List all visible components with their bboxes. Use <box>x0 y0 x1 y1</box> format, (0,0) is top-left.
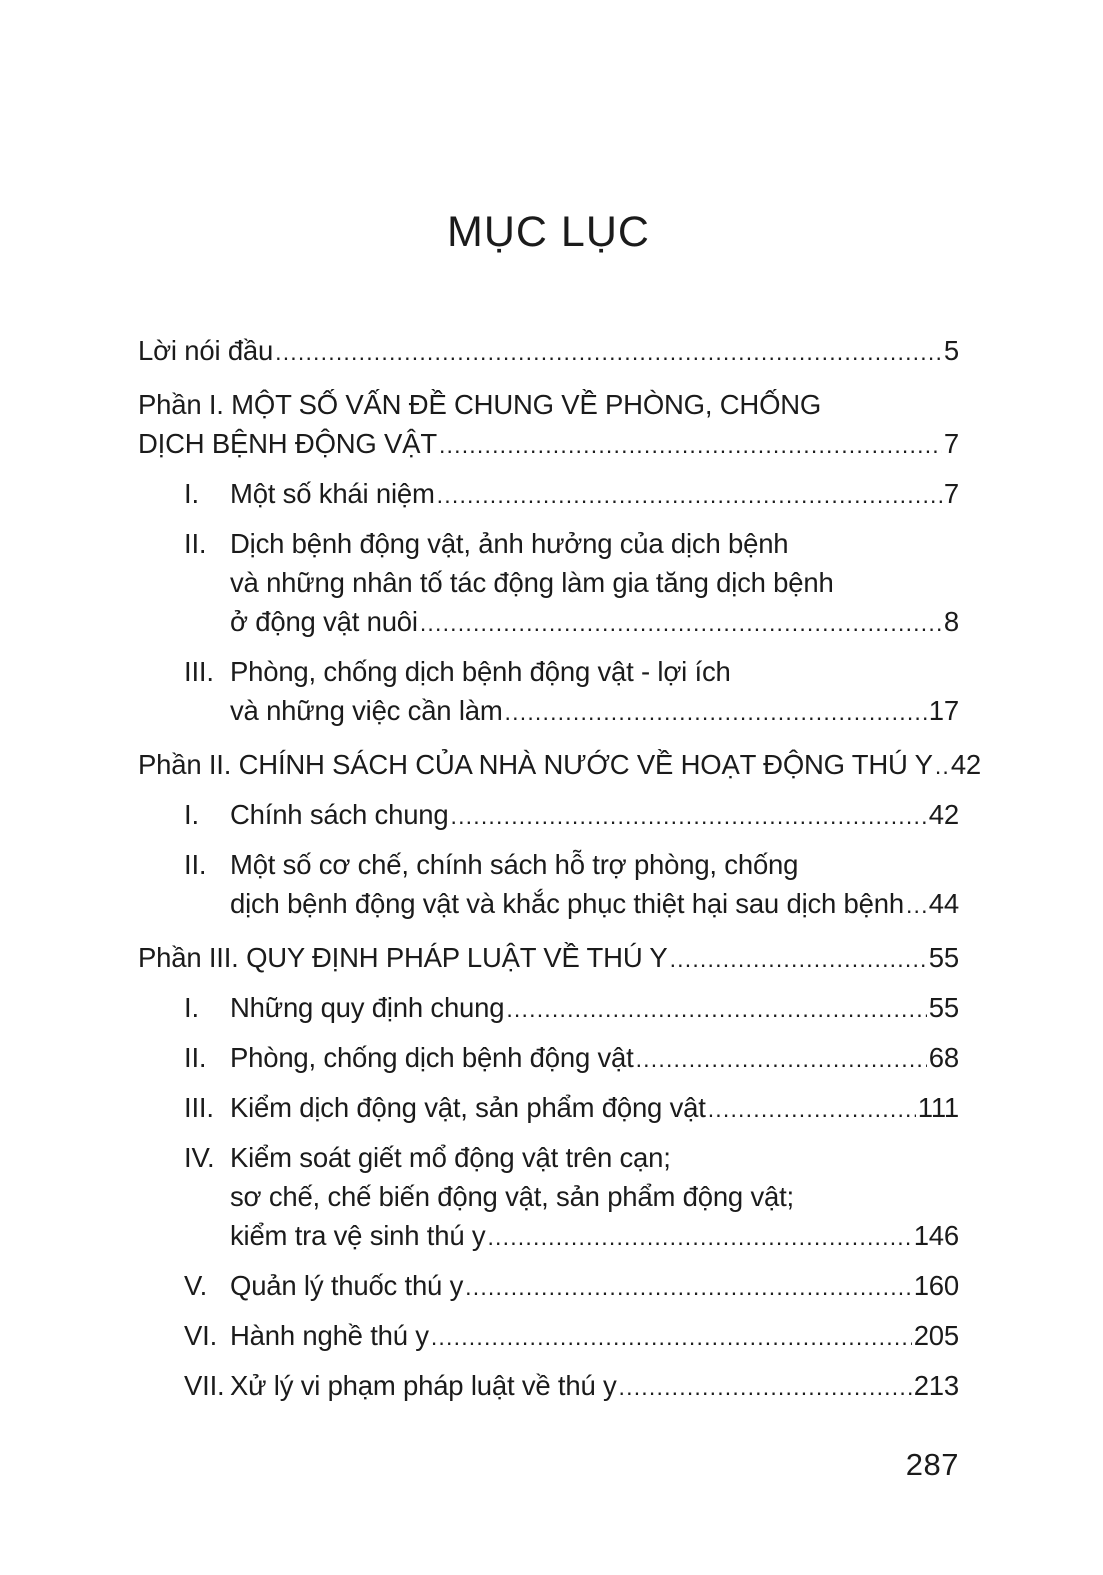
toc-entry-text: Phòng, chống dịch bệnh động vật <box>230 1042 634 1073</box>
toc-entry-line <box>230 1266 959 1307</box>
toc-entry-text: Hành nghề thú y <box>230 1320 429 1351</box>
toc-entry-line <box>230 1316 959 1357</box>
toc-entry-text: Quản lý thuốc thú y <box>230 1270 464 1301</box>
toc-page-number: 111 <box>917 1092 959 1123</box>
toc-entry-part2-ii <box>138 845 959 925</box>
toc-entry-part1-i <box>138 474 959 515</box>
toc-page-number: 42 <box>950 749 982 780</box>
dotted-leader <box>935 747 949 786</box>
toc-entry-foreword <box>138 331 959 372</box>
dotted-leader <box>619 1368 912 1407</box>
dotted-leader <box>465 1268 912 1307</box>
toc-entry-text: Kiểm soát giết mổ động vật trên cạn; <box>230 1142 671 1173</box>
toc-entry-text: kiểm tra vệ sinh thú y <box>230 1220 486 1251</box>
roman-numeral: V. <box>184 1270 208 1301</box>
toc-entry-line <box>230 988 959 1029</box>
toc-entry-part1-iii <box>138 652 959 732</box>
dotted-leader <box>275 333 942 372</box>
toc-entry-line <box>138 938 959 979</box>
toc-entry-part3-iii <box>138 1088 959 1129</box>
toc-entry-line <box>230 1366 959 1407</box>
roman-numeral: VII. <box>184 1370 225 1401</box>
toc-entry-text: Dịch bệnh động vật, ảnh hưởng của dịch bệnh <box>230 528 789 559</box>
toc-entry-line <box>138 424 959 465</box>
toc-page-number: 5 <box>943 335 959 366</box>
dotted-leader <box>439 426 942 465</box>
toc-entry-line <box>230 602 959 643</box>
dotted-leader <box>420 604 942 643</box>
roman-numeral: I. <box>184 478 199 509</box>
roman-numeral: III. <box>184 656 214 687</box>
page-title: MỤC LỤC <box>447 208 650 256</box>
toc-entry-text: DỊCH BỆNH ĐỘNG VẬT <box>138 428 437 459</box>
toc-page-number: 68 <box>928 1042 959 1073</box>
toc-entry-line <box>230 1088 959 1129</box>
dotted-leader <box>437 476 942 515</box>
dotted-leader <box>506 990 926 1029</box>
toc-page-number: 7 <box>943 428 959 459</box>
toc-page-number: 213 <box>913 1370 959 1401</box>
toc-page-number: 146 <box>913 1220 959 1251</box>
toc-entry-line <box>230 474 959 515</box>
dotted-leader <box>450 797 926 836</box>
toc-page-number: 7 <box>943 478 959 509</box>
toc-entry-text: Phòng, chống dịch bệnh động vật - lợi ích <box>230 656 731 687</box>
toc-entry-text: Một số khái niệm <box>230 478 435 509</box>
toc-page-number: 17 <box>928 695 959 726</box>
toc-entry-part2-i <box>138 795 959 836</box>
toc-entry-part3-vi <box>138 1316 959 1357</box>
roman-numeral: I. <box>184 799 199 830</box>
dotted-leader <box>487 1218 911 1257</box>
toc-entry-line <box>138 745 982 786</box>
dotted-leader <box>431 1318 912 1357</box>
toc-entry-part-2 <box>138 745 982 786</box>
toc-entry-text: Xử lý vi phạm pháp luật về thú y <box>230 1370 617 1401</box>
dotted-leader <box>670 940 927 979</box>
roman-numeral: III. <box>184 1092 214 1123</box>
roman-numeral: IV. <box>184 1142 215 1173</box>
dotted-leader <box>636 1040 927 1079</box>
toc-entry-part3-v <box>138 1266 959 1307</box>
toc-entry-text: dịch bệnh động vật và khắc phục thiệt hại sau dịch bệnh <box>230 888 904 919</box>
toc-entry-part1-ii <box>138 524 959 643</box>
toc-entry-part-1 <box>138 385 959 465</box>
toc-entry-line <box>230 795 959 836</box>
roman-numeral: II. <box>184 849 207 880</box>
toc-entry-text: Phần II. CHÍNH SÁCH CỦA NHÀ NƯỚC VỀ HOẠT ĐỘNG THÚ Y <box>138 749 933 780</box>
toc-page-number: 55 <box>928 942 959 973</box>
toc-entry-text: ở động vật nuôi <box>230 606 418 637</box>
dotted-leader <box>708 1090 916 1129</box>
roman-numeral: II. <box>184 528 207 559</box>
toc-entry-text: sơ chế, chế biến động vật, sản phẩm động vật; <box>230 1181 794 1212</box>
toc-entry-part3-i <box>138 988 959 1029</box>
toc-page-number: 205 <box>913 1320 959 1351</box>
toc-entry-text: Kiểm dịch động vật, sản phẩm động vật <box>230 1092 706 1123</box>
toc-entry-line <box>230 1216 959 1257</box>
roman-numeral: VI. <box>184 1320 218 1351</box>
toc-page-number: 55 <box>928 992 959 1023</box>
toc-page-number: 42 <box>928 799 959 830</box>
roman-numeral: II. <box>184 1042 207 1073</box>
toc-entry-text: Những quy định chung <box>230 992 505 1023</box>
toc-content <box>138 0 982 1416</box>
roman-numeral: I. <box>184 992 199 1023</box>
toc-entry-line <box>230 1038 959 1079</box>
toc-entry-part3-ii <box>138 1038 959 1079</box>
toc-entry-part3-vii <box>138 1366 959 1407</box>
toc-page-number: 44 <box>928 888 959 919</box>
toc-entry-line <box>230 691 959 732</box>
toc-page-number: 160 <box>913 1270 959 1301</box>
toc-entry-line <box>230 884 959 925</box>
dotted-leader <box>505 693 927 732</box>
toc-entry-text: Phần III. QUY ĐỊNH PHÁP LUẬT VỀ THÚ Y <box>138 942 668 973</box>
toc-entry-text: Phần I. MỘT SỐ VẤN ĐỀ CHUNG VỀ PHÒNG, CHỐNG <box>138 389 822 420</box>
toc-entry-text: và những việc cần làm <box>230 695 503 726</box>
dotted-leader <box>906 886 927 925</box>
toc-entry-text: Chính sách chung <box>230 799 449 830</box>
toc-entry-part-3 <box>138 938 959 979</box>
page-folio-number: 287 <box>905 1447 959 1482</box>
toc-entry-part3-iv <box>138 1138 959 1257</box>
toc-entry-text: Lời nói đầu <box>138 335 274 366</box>
toc-entry-text: Một số cơ chế, chính sách hỗ trợ phòng, chống <box>230 849 799 880</box>
toc-page-number: 8 <box>943 606 959 637</box>
toc-entry-line <box>138 331 959 372</box>
toc-entry-text: và những nhân tố tác động làm gia tăng dịch bệnh <box>230 567 834 598</box>
